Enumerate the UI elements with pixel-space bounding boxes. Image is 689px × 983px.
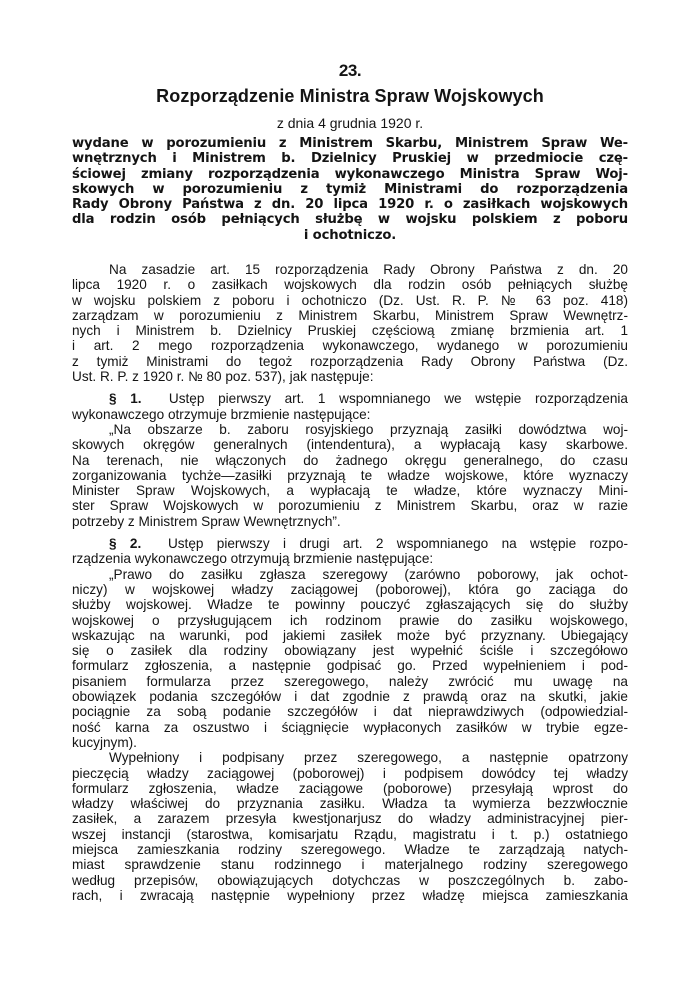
text: Ustęp pierwszy art. 1 wspomnianego we wstępie rozporządzenia — [168, 391, 628, 407]
text-line: wojskowej o przysługującem ich rodzinom prawie do zasiłku wojskowego, — [72, 612, 628, 628]
text-line: miast sprawdzenie stanu rodzinnego i materjalnego rodziny szeregowego — [72, 857, 628, 873]
text-line: wykonawczego otrzymuje brzmienie następujące: — [72, 406, 371, 422]
preamble-line: skowych w porozumieniu z tymiż Ministrami do rozporządzenia — [72, 181, 628, 197]
text-line: pisaniem formularza przez szeregowego, należy zwrócić mu uwagę na — [72, 673, 628, 689]
section-2-first-line — [72, 536, 628, 551]
text-line: nych i Ministrem b. Dzielnicy Pruskiej częściową zmianę brzmienia art. 1 — [72, 323, 628, 339]
text-line: obowiązek podania szczegółów i dat zgodnie z prawdą oraz na skutki, jakie — [72, 689, 628, 705]
text-line: Na terenach, nie włączonych do żadnego okręgu generalnego, do czasu — [72, 452, 628, 468]
text-line: potrzeby z Ministrem Spraw Wewnętrznych”. — [72, 513, 341, 529]
preamble-line: Rady Obrony Państwa z dn. 20 lipca 1920 r. o zasiłkach wojskowych — [72, 197, 628, 213]
text-line: Wypełniony i podpisany przez szeregowego, a następnie opatrzony — [109, 750, 628, 766]
text-line: „Prawo do zasiłku zgłasza szeregowy (zarówno poborowy, jak ochot- — [109, 566, 628, 582]
text-line: miejsca zamieszkania rodziny szeregowego. Władze te zarządzają natych- — [72, 841, 628, 857]
text-line: pociągnie za sobą podanie szczegółów i dat nieprawdziwych (odpowiedzial- — [72, 704, 628, 720]
text: Ustęp pierwszy i drugi art. 2 wspomnianego na wstępie rozpo- — [167, 536, 628, 552]
document-body — [72, 262, 628, 903]
text-line: się o zasiłek dla rodziny obowiązany jest wypełnić ściśle i szczegółowo — [72, 643, 628, 659]
text-line: skowych okręgów generalnych (intendentura), a wypłacają kasy skarbowe. — [72, 437, 628, 453]
document-date: z dnia 4 grudnia 1920 r. — [276, 115, 424, 131]
text-line: Na zasadzie art. 15 rozporządzenia Rady Obrony Państwa z dn. 20 — [109, 262, 628, 277]
text-line: rządzenia wykonawczego otrzymują brzmienie następujące: — [72, 551, 434, 567]
text-line: ster Spraw Wojskowych w porozumieniu z Ministrem Skarbu, oraz w razie — [72, 498, 628, 514]
text-line: ność karna za oszustwo i ściągnięcie wypłaconych zasiłków w trybie egze- — [72, 719, 628, 735]
preamble-line: wnętrznych i Ministrem b. Dzielnicy Pruskiej w przedmiocie czę- — [72, 151, 628, 167]
document-number: 23. — [338, 61, 362, 80]
text-line: wskazując na warunki, pod jakiemi zasiłek może być przyznany. Ubiegający — [72, 627, 628, 643]
text-line: „Na obszarze b. zaboru rosyjskiego przyznają zasiłki dowództwa woj- — [109, 421, 628, 437]
preamble-line: dla rodzin osób pełniących służbę w wojsku polskiem z poboru — [72, 212, 628, 228]
document-title: Rozporządzenie Ministra Spraw Wojskowych — [156, 86, 544, 106]
section-2-label: § 2. — [109, 536, 142, 552]
text-line: władzy właściwej do przyznania zasiłku. Władza ta wymierza bezzwłocznie — [72, 796, 628, 812]
text-line: zorganizowania tychże—zasiłki przyznają te władze wojskowe, które wyznaczy — [72, 467, 628, 483]
text-line: zasiłek, a zarazem przesyła kwestjonarjusz do władzy administracyjnej pier- — [72, 811, 628, 827]
preamble — [72, 136, 628, 243]
section-1 — [72, 391, 628, 529]
intro-paragraph — [72, 262, 628, 384]
text-line: według przepisów, obowiązujących dotychczas w poszczególnych b. zabo- — [72, 872, 628, 888]
preamble-line: ściowej zmiany rozporządzenia wykonawczego Ministra Spraw Woj- — [72, 166, 628, 182]
section-1-label: § 1. — [109, 391, 142, 407]
text-line: Ust. R. P. z 1920 r. № 80 poz. 537), jak następuje: — [72, 369, 374, 385]
text-line: zarządzam w porozumieniu z Ministrem Skarbu, Ministrem Spraw Wewnętrz- — [72, 307, 628, 323]
text-line: lipca 1920 r. o zasiłkach wojskowych dla rodzin osób pełniących służbę — [72, 277, 628, 293]
text-line: wszej instancji (starostwa, komisarjatu Rządu, magistratu i t. p.) ostatniego — [72, 826, 628, 842]
section-1-first-line — [72, 391, 628, 406]
text-line: i art. 2 mego rozporządzenia wykonawczego, wydanego w porozumieniu — [72, 338, 628, 354]
text-line: niczy) w wojskowej władzy zaciągowej (poborowej), która go zaciąga do — [72, 581, 628, 597]
text-line: w wojsku polskiem z poboru i ochotniczo (Dz. Ust. R. P. № 63 poz. 418) — [72, 292, 628, 308]
text-line: służby wojskowej. Władze te powinny pouczyć zgłaszających się do służby — [72, 597, 628, 613]
text-line: formularz zgłoszenia, a następnie godpisać go. Przed wypełnieniem i pod- — [72, 658, 628, 674]
text-line: kucyjnym). — [72, 734, 137, 750]
section-2 — [72, 536, 628, 903]
text-line: Minister Spraw Wojskowych, a wypłacają te władze, które wyznaczy Mini- — [72, 483, 628, 499]
text-line: rach, i zwracają następnie wypełniony przez władzę miejsca zamieszkania — [72, 887, 628, 903]
text-line: formularz zgłoszenia, władze zaciągowe (poborowe) przesyłają wprost do — [72, 780, 628, 796]
text-line: z tymiż Ministrami do tegoż rozporządzenia Rady Obrony Państwa (Dz. — [72, 353, 628, 369]
preamble-line: wydane w porozumieniu z Ministrem Skarbu, Ministrem Spraw We- — [72, 136, 628, 151]
text-line: pieczęcią władzy zaciągowej (poborowej) i podpisem dowódcy tej władzy — [72, 765, 628, 781]
preamble-line: i ochotniczo. — [303, 227, 397, 243]
